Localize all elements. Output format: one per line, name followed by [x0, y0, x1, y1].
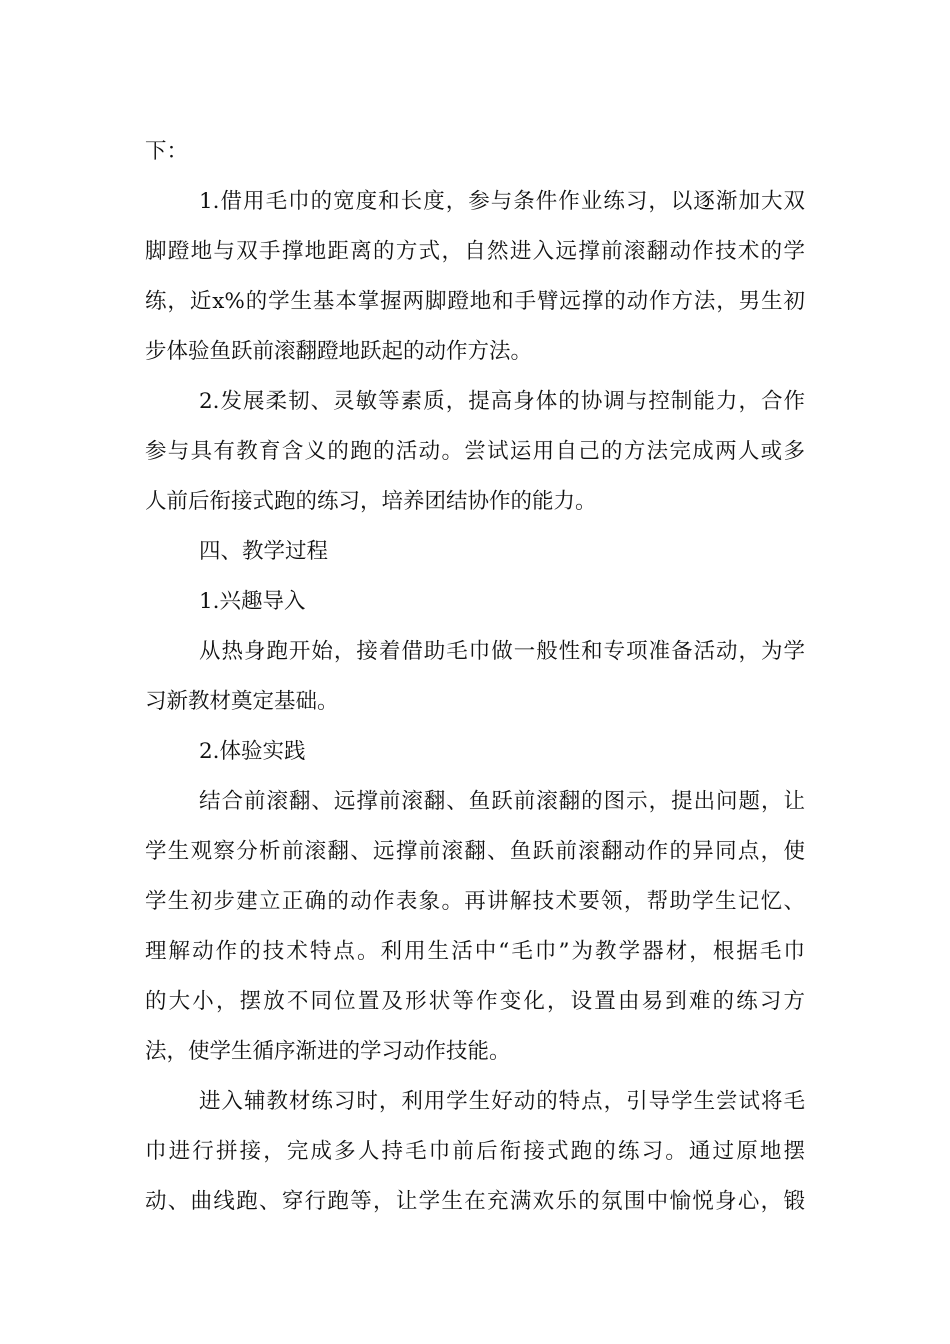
text-line-18: 的大小，摆放不同位置及形状等作变化，设置由易到难的练习方 [145, 989, 805, 1014]
text-line-8: 人前后衔接式跑的练习，培养团结协作的能力。 [145, 489, 597, 514]
text-line-19: 法，使学生循序渐进的学习动作技能。 [145, 1039, 511, 1064]
text-line-15: 学生观察分析前滚翻、远撑前滚翻、鱼跃前滚翻动作的异同点，使 [145, 839, 805, 864]
text-line-1: 下： [145, 139, 189, 164]
text-line-21: 巾进行拼接，完成多人持毛巾前后衔接式跑的练习。通过原地摆 [145, 1139, 805, 1164]
text-line-3: 脚蹬地与双手撑地距离的方式，自然进入远撑前滚翻动作技术的学 [145, 239, 805, 264]
section-heading: 四、教学过程 [199, 539, 329, 564]
text-line-16: 学生初步建立正确的动作表象。再讲解技术要领，帮助学生记忆、 [145, 889, 805, 914]
subheading-1: 1.兴趣导入 [199, 589, 306, 614]
subheading-2: 2.体验实践 [199, 739, 306, 764]
text-line-14: 结合前滚翻、远撑前滚翻、鱼跃前滚翻的图示，提出问题，让 [199, 789, 805, 814]
text-line-6: 2.发展柔韧、灵敏等素质，提高身体的协调与控制能力，合作 [199, 389, 805, 414]
text-line-12: 习新教材奠定基础。 [145, 689, 339, 714]
text-line-22: 动、曲线跑、穿行跑等，让学生在充满欢乐的氛围中愉悦身心，锻 [145, 1189, 805, 1214]
text-line-7: 参与具有教育含义的跑的活动。尝试运用自己的方法完成两人或多 [145, 439, 805, 464]
text-line-20: 进入辅教材练习时，利用学生好动的特点，引导学生尝试将毛 [199, 1089, 805, 1114]
text-line-5: 步体验鱼跃前滚翻蹬地跃起的动作方法。 [145, 339, 533, 364]
text-line-4: 练，近x%的学生基本掌握两脚蹬地和手臂远撑的动作方法，男生初 [145, 289, 805, 314]
text-line-17: 理解动作的技术特点。利用生活中“毛巾”为教学器材，根据毛巾 [145, 939, 805, 964]
text-line-11: 从热身跑开始，接着借助毛巾做一般性和专项准备活动，为学 [199, 639, 805, 664]
text-line-2: 1.借用毛巾的宽度和长度，参与条件作业练习，以逐渐加大双 [199, 189, 805, 214]
